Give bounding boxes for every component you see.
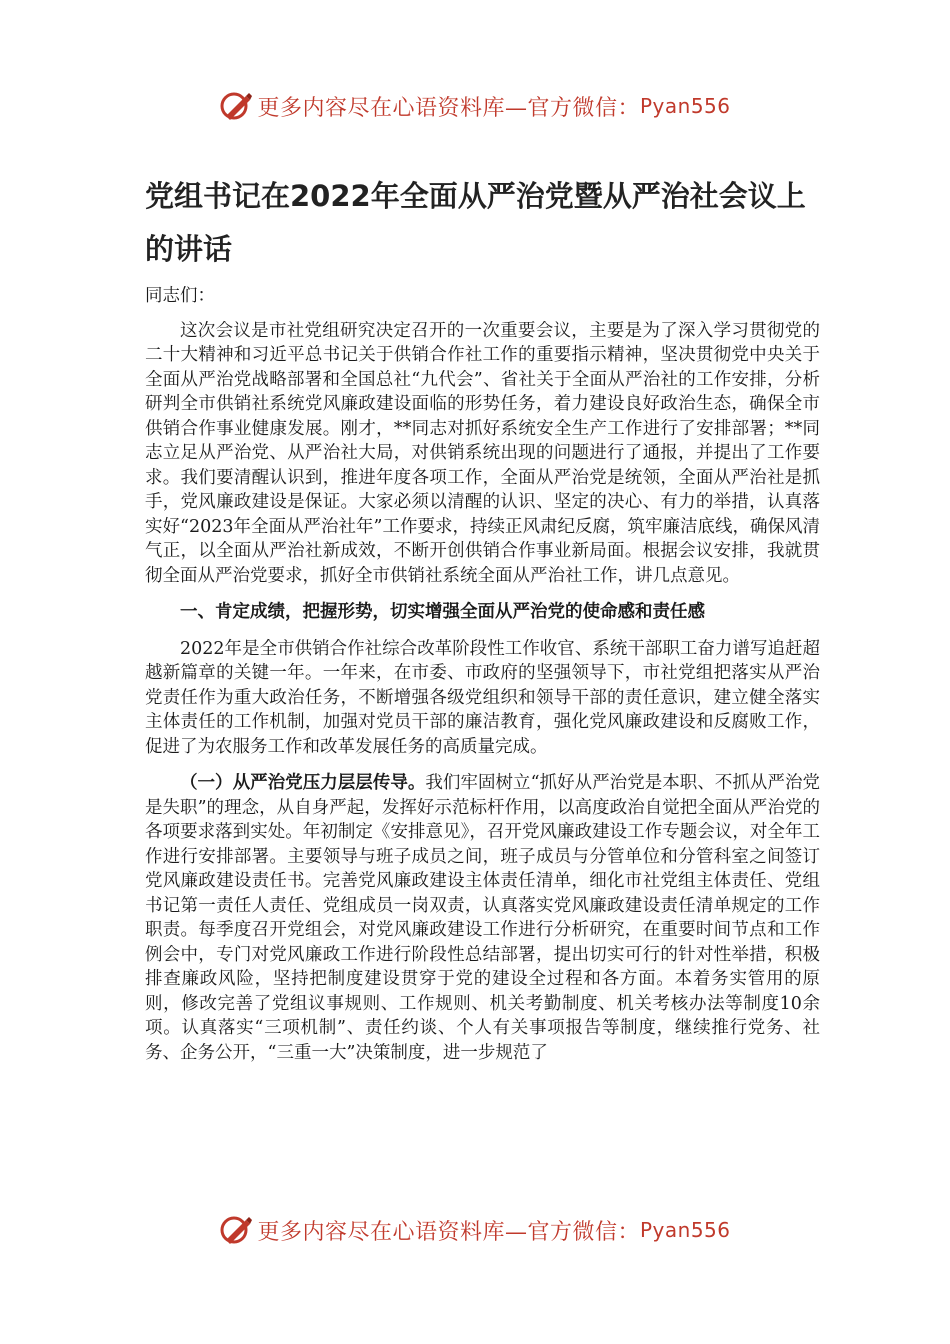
footer-banner bbox=[0, 1210, 950, 1250]
header-banner bbox=[0, 86, 950, 126]
banner-wechat-id: Pyan556 bbox=[640, 1218, 731, 1242]
banner-text: 更多内容尽在心语资料库—官方微信： bbox=[257, 1219, 640, 1245]
pen-logo-icon bbox=[219, 1213, 253, 1247]
intro-paragraph: 这次会议是市社党组研究决定召开的一次重要会议，主要是为了深入学习贯彻党的二十大精神和习近平总书记关于供销合作社工作的重要指示精神，坚决贯彻党中央关于全面从严治党战略部署和全国总社“九代会”、省社关于全面从严治社的工作安排，分析研判全市供销社系统党风廉政建设面临的形势任务，着力建设良好政治生态，确保全市供销合作事业健康发展。刚才，**同志对抓好系统安全生产工作进行了安排部署；**同志立足从严治党、从严治社大局，对供销系统出现的问题进行了通报，并提出了工作要求。我们要清醒认识到，推进年度各项工作，全面从严治党是统领，全面从严治社是抓手，党风廉政建设是保证。大家必须以清醒的认识、坚定的决心、有力的举措，认真落实好“2023年全面从严治社年”工作要求，持续正风肃纪反腐，筑牢廉洁底线，确保风清气正，以全面从严治社新成效，不断开创供销合作事业新局面。根据会议安排，我就贯彻全面从严治党要求，抓好全市供销社系统全面从严治社工作，讲几点意见。 bbox=[145, 320, 820, 586]
section-1-paragraph: 2022年是全市供销合作社综合改革阶段性工作收官、系统干部职工奋力谱写追赶超越新篇章的关键一年。一年来，在市委、市政府的坚强领导下，市社党组把落实从严治党责任作为重大政治任务，不断增强各级党组织和领导干部的责任意识，建立健全落实主体责任的工作机制，加强对党员干部的廉洁教育，强化党风廉政建设和反腐败工作，促进了为农服务工作和改革发展任务的高质量完成。 bbox=[145, 638, 820, 757]
document-body bbox=[145, 284, 820, 1065]
greeting: 同志们： bbox=[145, 286, 215, 306]
banner-wechat-id: Pyan556 bbox=[640, 94, 731, 118]
subsection-1-lead: （一）从严治党压力层层传导。 bbox=[180, 773, 426, 793]
subsection-1-paragraph bbox=[145, 771, 820, 1065]
pen-logo-icon bbox=[219, 89, 253, 123]
banner-text: 更多内容尽在心语资料库—官方微信： bbox=[257, 95, 640, 121]
document-title: 党组书记在2022年全面从严治党暨从严治社会议上的讲话 bbox=[145, 179, 806, 266]
section-1-heading: 一、肯定成绩，把握形势，切实增强全面从严治党的使命感和责任感 bbox=[180, 602, 705, 622]
subsection-1-body: 我们牢固树立“抓好从严治党是本职、不抓从严治党是失职”的理念，从自身严起，发挥好示范标杆作用，以高度政治自觉把全面从严治党的各项要求落到实处。年初制定《安排意见》，召开党风廉政建设工作专题会议，对全年工作进行安排部署。主要领导与班子成员之间，班子成员与分管单位和分管科室之间签订党风廉政建设责任书。完善党风廉政建设主体责任清单，细化市社党组主体责任、党组书记第一责任人责任、党组成员一岗双责，认真落实党风廉政建设责任清单规定的工作职责。每季度召开党组会，对党风廉政建设工作进行分析研究，在重要时间节点和工作例会中，专门对党风廉政工作进行阶段性总结部署，提出切实可行的针对性举措，积极排查廉政风险，坚持把制度建设贯穿于党的建设全过程和各方面。本着务实管用的原则，修改完善了党组议事规则、工作规则、机关考勤制度、机关考核办法等制度10余项。认真落实“三项机制”、责任约谈、个人有关事项报告等制度，继续推行党务、社务、企务公开，“三重一大”决策制度，进一步规范了 bbox=[145, 773, 820, 1063]
